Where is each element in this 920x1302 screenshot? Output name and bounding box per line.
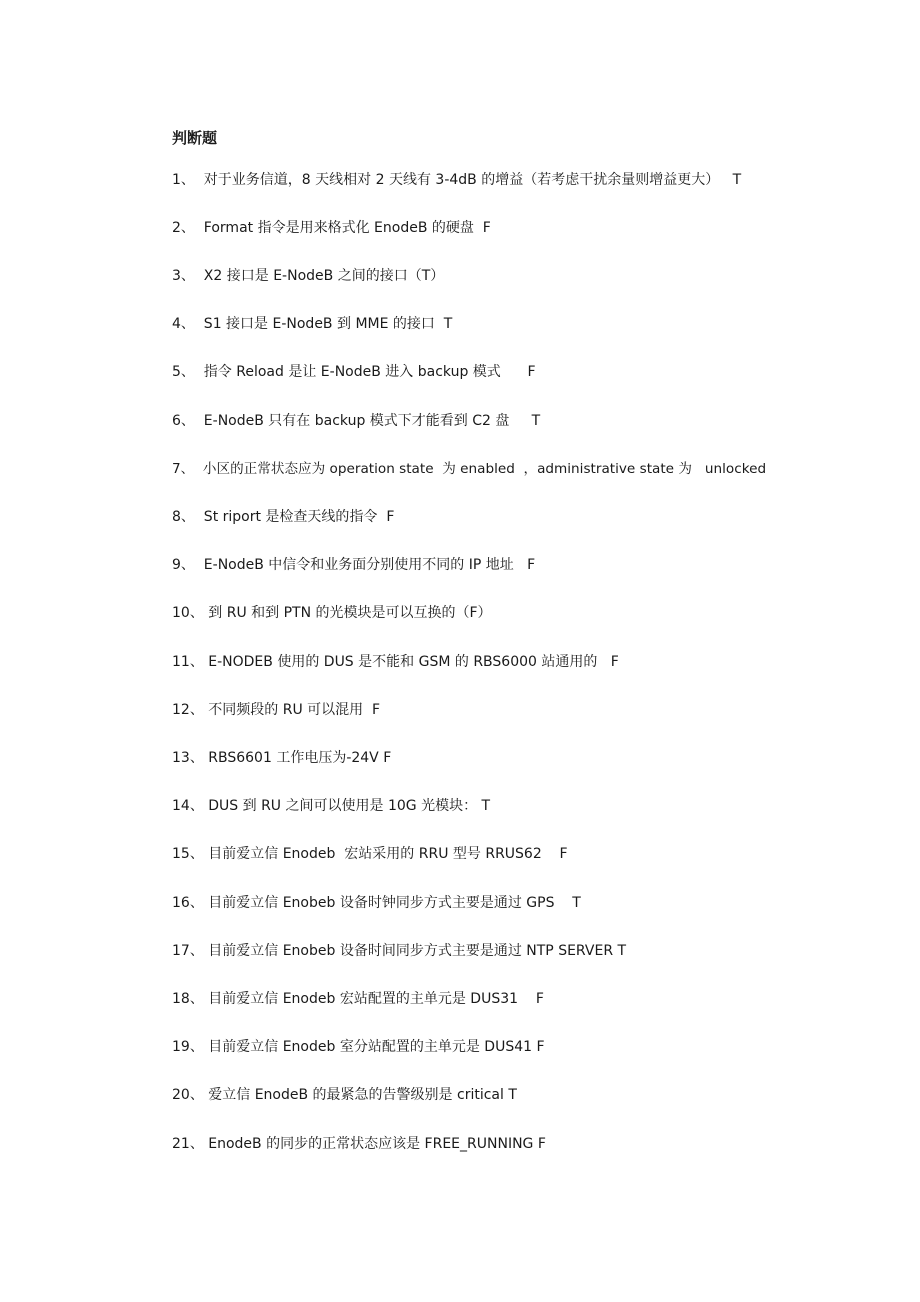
question-item: 1、 对于业务信道，8 天线相对 2 天线有 3-4dB 的增益（若考虑干扰余量则增益更大） T — [172, 172, 742, 188]
question-item: 16、 目前爱立信 Enobeb 设备时钟同步方式主要是通过 GPS T — [172, 895, 581, 911]
question-item: 19、 目前爱立信 Enodeb 室分站配置的主单元是 DUS41 F — [172, 1039, 545, 1055]
question-item: 17、 目前爱立信 Enobeb 设备时间同步方式主要是通过 NTP SERVER T — [172, 943, 627, 959]
question-item: 7、 小区的正常状态应为 operation state 为 enabled ，administrative state 为 unlocked — [172, 461, 767, 477]
question-item: 8、 St riport 是检查天线的指令 F — [172, 509, 395, 525]
question-item: 6、 E-NodeB 只有在 backup 模式下才能看到 C2 盘 T — [172, 413, 541, 429]
question-item: 14、 DUS 到 RU 之间可以使用是 10G 光模块： T — [172, 798, 491, 814]
question-item: 20、 爱立信 EnodeB 的最紧急的告警级别是 critical T — [172, 1087, 517, 1103]
question-item: 18、 目前爱立信 Enodeb 宏站配置的主单元是 DUS31 F — [172, 991, 544, 1007]
question-item: 15、 目前爱立信 Enodeb 宏站采用的 RRU 型号 RRUS62 F — [172, 846, 568, 862]
question-item: 5、 指令 Reload 是让 E-NodeB 进入 backup 模式 F — [172, 364, 536, 380]
question-item: 12、 不同频段的 RU 可以混用 F — [172, 702, 381, 718]
question-item: 9、 E-NodeB 中信令和业务面分别使用不同的 IP 地址 F — [172, 557, 536, 573]
question-item: 4、 S1 接口是 E-NodeB 到 MME 的接口 T — [172, 316, 453, 332]
question-item: 21、 EnodeB 的同步的正常状态应该是 FREE_RUNNING F — [172, 1136, 546, 1152]
question-item: 11、 E-NODEB 使用的 DUS 是不能和 GSM 的 RBS6000 站通用的 F — [172, 654, 619, 670]
section-title: 判断题 — [172, 129, 218, 147]
question-item: 2、 Format 指令是用来格式化 EnodeB 的硬盘 F — [172, 220, 491, 236]
question-item: 3、 X2 接口是 E-NodeB 之间的接口（T） — [172, 268, 445, 284]
question-item: 13、 RBS6601 工作电压为-24V F — [172, 750, 392, 766]
question-item: 10、 到 RU 和到 PTN 的光模块是可以互换的（F） — [172, 605, 492, 621]
